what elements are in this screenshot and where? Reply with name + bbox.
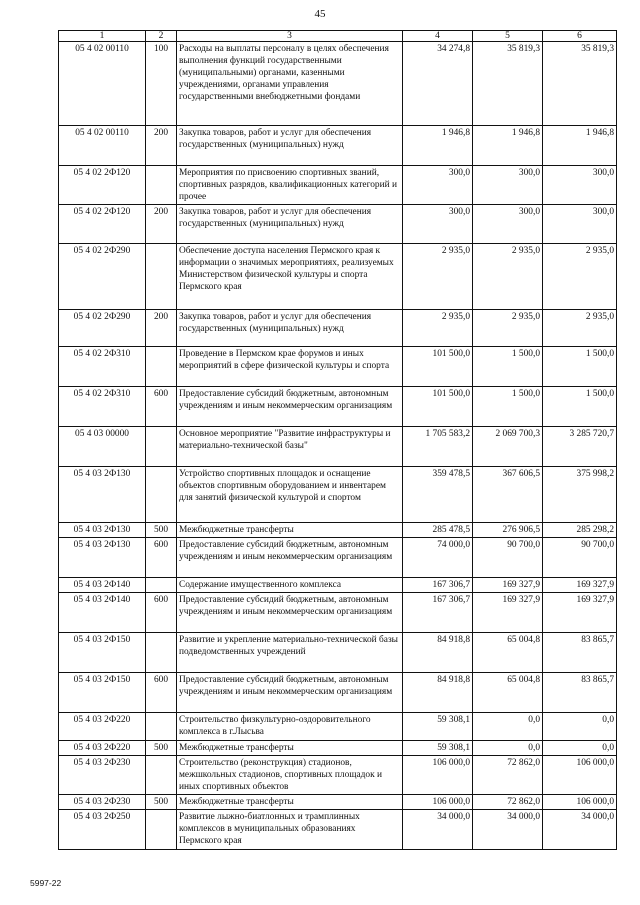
value-2024-cell: 34 000,0 (543, 810, 617, 850)
value-2022-cell: 101 500,0 (403, 387, 473, 427)
value-2022-cell: 167 306,7 (403, 578, 473, 593)
name-cell: Межбюджетные трансферты (177, 523, 403, 538)
name-cell: Строительство (реконструкция) стадионов, межшкольных стадионов, спортивных площадок и иных спортивных объектов (177, 756, 403, 795)
table-row (59, 713, 617, 741)
value-2022-cell: 84 918,8 (403, 673, 473, 713)
name-cell: Закупка товаров, работ и услуг для обеспечения государственных (муниципальных) нужд (177, 205, 403, 244)
value-2022-cell: 106 000,0 (403, 756, 473, 795)
table-row (59, 673, 617, 713)
value-2024-cell: 2 935,0 (543, 244, 617, 310)
kvr-cell (146, 244, 177, 310)
code-cell: 05 4 03 2Ф150 (59, 633, 146, 673)
value-2023-cell: 0,0 (473, 741, 543, 756)
code-cell: 05 4 02 2Ф310 (59, 387, 146, 427)
kvr-cell (146, 166, 177, 205)
code-cell: 05 4 03 2Ф140 (59, 593, 146, 633)
name-cell: Расходы на выплаты персоналу в целях обеспечения выполнения функций государственными (муниципальными) органами, казенными учреждениями, органами управления государственными внебюджетными фондами (177, 42, 403, 126)
header-col-2: 2 (146, 31, 177, 42)
value-2024-cell: 285 298,2 (543, 523, 617, 538)
name-cell: Строительство физкультурно-оздоровительного комплекса в г.Лысьва (177, 713, 403, 741)
code-cell: 05 4 02 2Ф120 (59, 205, 146, 244)
name-cell: Межбюджетные трансферты (177, 741, 403, 756)
value-2024-cell: 106 000,0 (543, 795, 617, 810)
value-2024-cell: 0,0 (543, 713, 617, 741)
kvr-cell (146, 713, 177, 741)
header-col-4: 4 (403, 31, 473, 42)
table-row (59, 166, 617, 205)
code-cell: 05 4 03 00000 (59, 427, 146, 467)
value-2024-cell: 300,0 (543, 205, 617, 244)
code-cell: 05 4 02 00110 (59, 126, 146, 166)
name-cell: Предоставление субсидий бюджетным, автономным учреждениям и иным некоммерческим организациям (177, 387, 403, 427)
name-cell: Закупка товаров, работ и услуг для обеспечения государственных (муниципальных) нужд (177, 310, 403, 347)
value-2023-cell: 90 700,0 (473, 538, 543, 578)
value-2022-cell: 34 274,8 (403, 42, 473, 126)
value-2023-cell: 1 500,0 (473, 387, 543, 427)
value-2022-cell: 359 478,5 (403, 467, 473, 523)
value-2023-cell: 72 862,0 (473, 795, 543, 810)
value-2022-cell: 2 935,0 (403, 310, 473, 347)
value-2022-cell: 2 935,0 (403, 244, 473, 310)
value-2023-cell: 276 906,5 (473, 523, 543, 538)
table-row (59, 42, 617, 126)
code-cell: 05 4 02 00110 (59, 42, 146, 126)
code-cell: 05 4 03 2Ф220 (59, 741, 146, 756)
value-2023-cell: 300,0 (473, 205, 543, 244)
kvr-cell (146, 810, 177, 850)
table-row (59, 593, 617, 633)
kvr-cell (146, 427, 177, 467)
table-row (59, 205, 617, 244)
value-2023-cell: 169 327,9 (473, 578, 543, 593)
value-2022-cell: 101 500,0 (403, 347, 473, 387)
name-cell: Мероприятия по присвоению спортивных званий, спортивных разрядов, квалификационных категорий и прочее (177, 166, 403, 205)
value-2024-cell: 169 327,9 (543, 578, 617, 593)
table-row (59, 633, 617, 673)
name-cell: Основное мероприятие "Развитие инфраструктуры и материально-технической базы" (177, 427, 403, 467)
value-2022-cell: 84 918,8 (403, 633, 473, 673)
value-2023-cell: 367 606,5 (473, 467, 543, 523)
value-2022-cell: 106 000,0 (403, 795, 473, 810)
value-2024-cell: 1 500,0 (543, 387, 617, 427)
kvr-cell: 200 (146, 126, 177, 166)
code-cell: 05 4 03 2Ф130 (59, 467, 146, 523)
kvr-cell (146, 756, 177, 795)
table-row (59, 467, 617, 523)
budget-table-container (58, 30, 616, 850)
value-2023-cell: 65 004,8 (473, 673, 543, 713)
kvr-cell: 600 (146, 593, 177, 633)
value-2022-cell: 300,0 (403, 205, 473, 244)
value-2024-cell: 3 285 720,7 (543, 427, 617, 467)
header-col-6: 6 (543, 31, 617, 42)
name-cell: Развитие лыжно-биатлонных и трамплинных комплексов в муниципальных образованиях Пермского края (177, 810, 403, 850)
table-row (59, 126, 617, 166)
value-2022-cell: 1 705 583,2 (403, 427, 473, 467)
value-2024-cell: 375 998,2 (543, 467, 617, 523)
page-number: 45 (314, 8, 326, 20)
kvr-cell: 600 (146, 673, 177, 713)
value-2024-cell: 83 865,7 (543, 633, 617, 673)
value-2023-cell: 0,0 (473, 713, 543, 741)
value-2024-cell: 169 327,9 (543, 593, 617, 633)
name-cell: Закупка товаров, работ и услуг для обеспечения государственных (муниципальных) нужд (177, 126, 403, 166)
code-cell: 05 4 03 2Ф150 (59, 673, 146, 713)
code-cell: 05 4 03 2Ф220 (59, 713, 146, 741)
value-2023-cell: 72 862,0 (473, 756, 543, 795)
code-cell: 05 4 03 2Ф250 (59, 810, 146, 850)
code-cell: 05 4 03 2Ф130 (59, 523, 146, 538)
value-2023-cell: 169 327,9 (473, 593, 543, 633)
code-cell: 05 4 02 2Ф120 (59, 166, 146, 205)
value-2022-cell: 59 308,1 (403, 713, 473, 741)
budget-table (58, 30, 617, 850)
kvr-cell: 500 (146, 523, 177, 538)
value-2022-cell: 167 306,7 (403, 593, 473, 633)
kvr-cell (146, 467, 177, 523)
table-row (59, 538, 617, 578)
value-2022-cell: 300,0 (403, 166, 473, 205)
code-cell: 05 4 03 2Ф230 (59, 756, 146, 795)
name-cell: Обеспечение доступа населения Пермского края к информации о значимых мероприятиях, реализуемых Министерством физической культуры и спорта Пермского края (177, 244, 403, 310)
kvr-cell: 600 (146, 538, 177, 578)
code-cell: 05 4 03 2Ф230 (59, 795, 146, 810)
name-cell: Предоставление субсидий бюджетным, автономным учреждениям и иным некоммерческим организациям (177, 673, 403, 713)
value-2024-cell: 106 000,0 (543, 756, 617, 795)
name-cell: Межбюджетные трансферты (177, 795, 403, 810)
value-2024-cell: 83 865,7 (543, 673, 617, 713)
value-2024-cell: 1 946,8 (543, 126, 617, 166)
kvr-cell: 500 (146, 741, 177, 756)
table-row (59, 244, 617, 310)
value-2023-cell: 35 819,3 (473, 42, 543, 126)
table-row (59, 810, 617, 850)
header-row (59, 31, 617, 42)
name-cell: Устройство спортивных площадок и оснащение объектов спортивным оборудованием и инвентарем для занятий физической культурой и спортом (177, 467, 403, 523)
table-row (59, 427, 617, 467)
value-2023-cell: 2 935,0 (473, 310, 543, 347)
table-row (59, 523, 617, 538)
table-row (59, 756, 617, 795)
value-2024-cell: 2 935,0 (543, 310, 617, 347)
value-2024-cell: 90 700,0 (543, 538, 617, 578)
footer-code: 5997-22 (30, 878, 62, 888)
value-2023-cell: 2 069 700,3 (473, 427, 543, 467)
table-row (59, 347, 617, 387)
code-cell: 05 4 03 2Ф140 (59, 578, 146, 593)
value-2022-cell: 34 000,0 (403, 810, 473, 850)
value-2023-cell: 34 000,0 (473, 810, 543, 850)
table-row (59, 578, 617, 593)
value-2024-cell: 1 500,0 (543, 347, 617, 387)
table-row (59, 795, 617, 810)
header-col-3: 3 (177, 31, 403, 42)
kvr-cell (146, 578, 177, 593)
kvr-cell: 200 (146, 205, 177, 244)
value-2023-cell: 300,0 (473, 166, 543, 205)
kvr-cell: 100 (146, 42, 177, 126)
header-col-1: 1 (59, 31, 146, 42)
table-row (59, 741, 617, 756)
code-cell: 05 4 02 2Ф290 (59, 244, 146, 310)
value-2024-cell: 35 819,3 (543, 42, 617, 126)
value-2022-cell: 59 308,1 (403, 741, 473, 756)
code-cell: 05 4 02 2Ф290 (59, 310, 146, 347)
name-cell: Предоставление субсидий бюджетным, автономным учреждениям и иным некоммерческим организациям (177, 593, 403, 633)
table-body (59, 42, 617, 850)
table-row (59, 387, 617, 427)
kvr-cell: 600 (146, 387, 177, 427)
value-2023-cell: 65 004,8 (473, 633, 543, 673)
name-cell: Содержание имущественного комплекса (177, 578, 403, 593)
name-cell: Предоставление субсидий бюджетным, автономным учреждениям и иным некоммерческим организациям (177, 538, 403, 578)
value-2023-cell: 1 500,0 (473, 347, 543, 387)
value-2023-cell: 2 935,0 (473, 244, 543, 310)
table-row (59, 310, 617, 347)
name-cell: Проведение в Пермском крае форумов и иных мероприятий в сфере физической культуры и спорта (177, 347, 403, 387)
value-2024-cell: 0,0 (543, 741, 617, 756)
header-col-5: 5 (473, 31, 543, 42)
value-2022-cell: 285 478,5 (403, 523, 473, 538)
value-2022-cell: 74 000,0 (403, 538, 473, 578)
kvr-cell: 200 (146, 310, 177, 347)
code-cell: 05 4 03 2Ф130 (59, 538, 146, 578)
value-2023-cell: 1 946,8 (473, 126, 543, 166)
kvr-cell (146, 347, 177, 387)
value-2024-cell: 300,0 (543, 166, 617, 205)
kvr-cell: 500 (146, 795, 177, 810)
code-cell: 05 4 02 2Ф310 (59, 347, 146, 387)
value-2022-cell: 1 946,8 (403, 126, 473, 166)
kvr-cell (146, 633, 177, 673)
name-cell: Развитие и укрепление материально-технической базы подведомственных учреждений (177, 633, 403, 673)
